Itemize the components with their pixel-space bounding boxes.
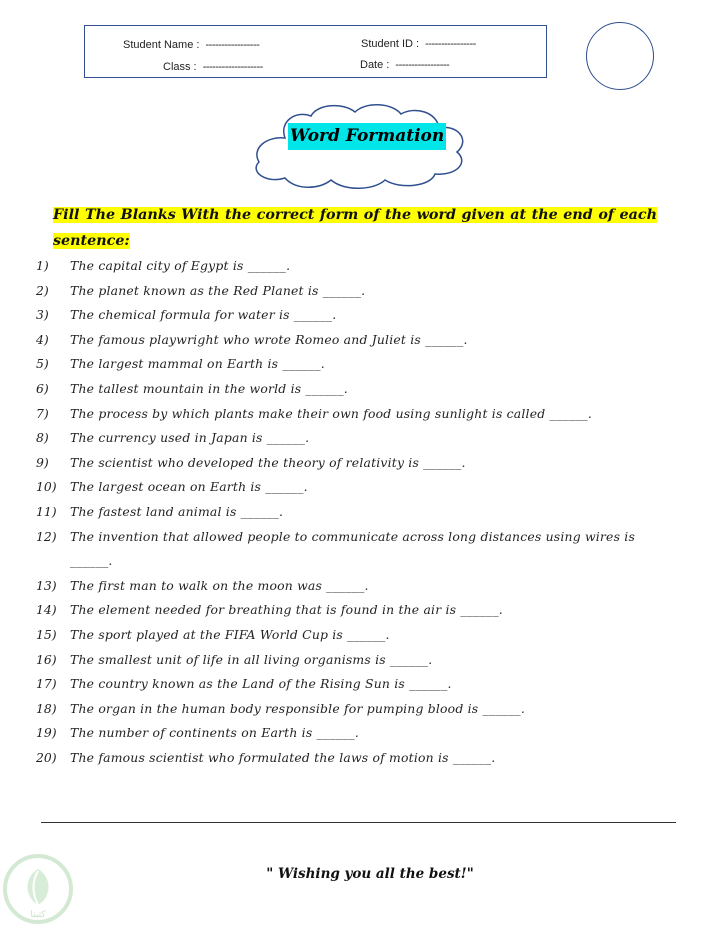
question-text: The largest mammal on Earth is ______. bbox=[70, 356, 325, 372]
question-item bbox=[36, 746, 648, 771]
question-text: The planet known as the Red Planet is ______. bbox=[70, 282, 366, 298]
watermark-text: كتبنا bbox=[30, 910, 46, 920]
question-item bbox=[36, 352, 648, 377]
date-blank: ----------------- bbox=[395, 59, 450, 71]
question-item bbox=[36, 697, 648, 722]
question-number: 10) bbox=[36, 479, 57, 495]
date-label: Date : bbox=[360, 59, 390, 71]
question-number: 17) bbox=[36, 676, 57, 692]
photo-placeholder-circle bbox=[586, 22, 654, 90]
question-item bbox=[36, 279, 648, 304]
question-item bbox=[36, 500, 648, 525]
question-number: 1) bbox=[36, 258, 49, 273]
questions-list bbox=[36, 254, 648, 770]
worksheet-title: Word Formation bbox=[288, 123, 446, 150]
question-text: The element needed for breathing that is found in the air is ______. bbox=[70, 602, 503, 618]
question-number: 13) bbox=[36, 577, 57, 593]
question-text: The organ in the human body responsible for pumping blood is ______. bbox=[70, 700, 525, 716]
student-id-blank: ---------------- bbox=[425, 38, 476, 50]
student-id-field[interactable] bbox=[361, 38, 476, 50]
question-number: 2) bbox=[36, 282, 49, 298]
question-number: 11) bbox=[36, 503, 57, 519]
student-info-box bbox=[84, 25, 547, 78]
question-item bbox=[36, 377, 648, 402]
student-name-label: Student Name : bbox=[123, 39, 200, 51]
question-item bbox=[36, 525, 648, 574]
student-id-label: Student ID : bbox=[361, 38, 420, 50]
question-text: The largest ocean on Earth is ______. bbox=[70, 479, 308, 495]
question-number: 6) bbox=[36, 380, 49, 396]
question-text: The process by which plants make their own food using sunlight is called ______. bbox=[70, 405, 593, 421]
question-number: 20) bbox=[36, 749, 57, 765]
question-text: The first man to walk on the moon was ______. bbox=[70, 577, 369, 593]
question-text: The invention that allowed people to communicate across long distances using wires is ______. bbox=[70, 528, 636, 569]
question-item bbox=[36, 451, 648, 476]
question-number: 12) bbox=[36, 528, 57, 544]
question-text: The famous scientist who formulated the laws of motion is ______. bbox=[70, 749, 496, 765]
question-text: The capital city of Egypt is ______. bbox=[70, 258, 291, 273]
question-item bbox=[36, 648, 648, 673]
footer-message: " Wishing you all the best!" bbox=[266, 866, 474, 882]
question-item bbox=[36, 254, 648, 279]
class-label: Class : bbox=[163, 61, 197, 73]
question-text: The number of continents on Earth is ______. bbox=[70, 725, 360, 741]
question-number: 5) bbox=[36, 356, 49, 372]
question-item bbox=[36, 623, 648, 648]
question-text: The smallest unit of life in all living organisms is ______. bbox=[70, 651, 433, 667]
question-number: 16) bbox=[36, 651, 57, 667]
leaf-logo-icon bbox=[2, 853, 74, 925]
question-item bbox=[36, 475, 648, 500]
question-text: The currency used in Japan is ______. bbox=[70, 430, 310, 446]
question-item bbox=[36, 303, 648, 328]
question-item bbox=[36, 426, 648, 451]
question-number: 3) bbox=[36, 307, 49, 323]
student-name-field[interactable] bbox=[123, 39, 259, 51]
question-text: The scientist who developed the theory of relativity is ______. bbox=[70, 454, 466, 470]
question-number: 8) bbox=[36, 430, 49, 446]
question-text: The fastest land animal is ______. bbox=[70, 503, 284, 519]
question-number: 18) bbox=[36, 700, 57, 716]
question-item bbox=[36, 721, 648, 746]
question-text: The country known as the Land of the Rising Sun is ______. bbox=[70, 676, 452, 692]
class-blank: ------------------- bbox=[202, 61, 263, 73]
date-field[interactable] bbox=[360, 59, 449, 71]
question-item bbox=[36, 402, 648, 427]
class-field[interactable] bbox=[163, 61, 263, 73]
question-text: The sport played at the FIFA World Cup is ______. bbox=[70, 626, 390, 642]
student-name-blank: ----------------- bbox=[205, 39, 260, 51]
question-item bbox=[36, 672, 648, 697]
question-text: The tallest mountain in the world is ______. bbox=[70, 380, 348, 396]
footer-divider bbox=[41, 822, 676, 823]
question-number: 9) bbox=[36, 454, 49, 470]
question-number: 15) bbox=[36, 626, 57, 642]
question-text: The famous playwright who wrote Romeo and Juliet is ______. bbox=[70, 331, 468, 347]
instruction-text bbox=[53, 202, 657, 254]
question-number: 4) bbox=[36, 331, 49, 347]
question-item bbox=[36, 328, 648, 353]
question-item bbox=[36, 574, 648, 599]
question-item bbox=[36, 598, 648, 623]
question-number: 19) bbox=[36, 725, 57, 741]
instruction-highlight: Fill The Blanks With the correct form of the word given at the end of each sentence: bbox=[53, 207, 657, 249]
question-number: 7) bbox=[36, 405, 49, 421]
question-number: 14) bbox=[36, 602, 57, 618]
question-text: The chemical formula for water is ______. bbox=[70, 307, 337, 323]
